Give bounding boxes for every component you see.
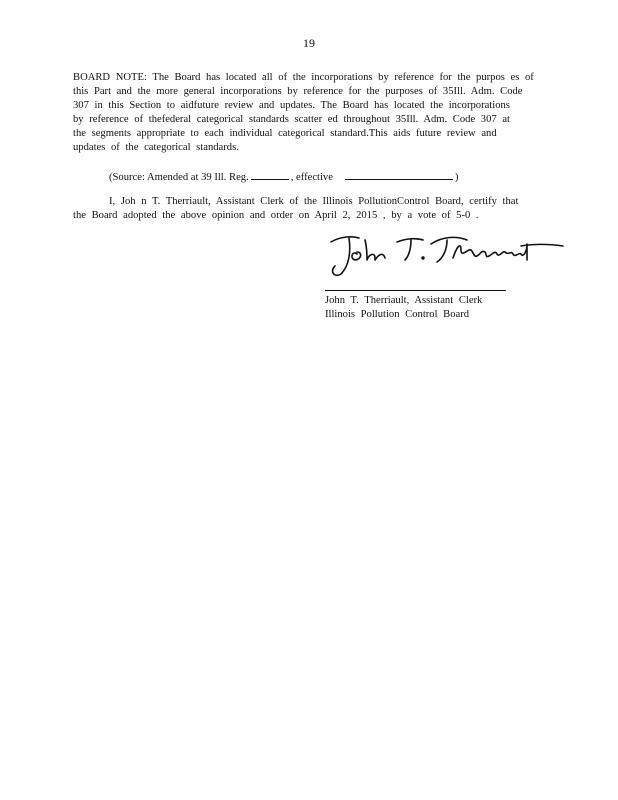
certification-line: the Board adopted the above opinion and order on April 2, 2015 , by a vote of 5-0 . — [73, 210, 479, 222]
signature-block — [325, 294, 482, 322]
certification — [73, 195, 543, 223]
source-note — [109, 169, 458, 183]
board-note-line: the segments appropriate to each individual categorical standard.This aids future review and — [73, 128, 497, 140]
signature-line — [325, 290, 506, 291]
handwritten-signature — [327, 228, 567, 283]
page-number: 19 — [303, 36, 315, 50]
board-note-line: BOARD NOTE: The Board has located all of the incorporations by reference for the purpos es of — [73, 72, 534, 83]
register-blank — [251, 169, 289, 180]
signer-organization: Illinois Pollution Control Board — [325, 309, 470, 321]
effective-blank — [345, 169, 453, 180]
board-note-line: updates of the categorical standards. — [73, 142, 239, 154]
board-note-line: 307 in this Section to aidfuture review and updates. The Board has located the incorporations — [73, 100, 510, 112]
source-prefix: (Source: Amended at 39 Ill. Reg. — [109, 172, 249, 183]
board-note-line: by reference of thefederal categorical standards scatter ed throughout 35Ill. Adm. Code 307 at — [73, 114, 510, 126]
signer-name: John T. Therriault, Assistant Clerk — [325, 295, 483, 306]
source-suffix: ) — [454, 172, 459, 183]
source-middle: , effective — [290, 172, 333, 183]
certification-line: I, Joh n T. Therriault, Assistant Clerk of the Illinois PollutionControl Board, certify that — [109, 196, 519, 207]
board-note — [73, 71, 543, 156]
board-note-line: this Part and the more general incorporations by reference for the purposes of 35Ill. Adm. Code — [73, 86, 523, 98]
